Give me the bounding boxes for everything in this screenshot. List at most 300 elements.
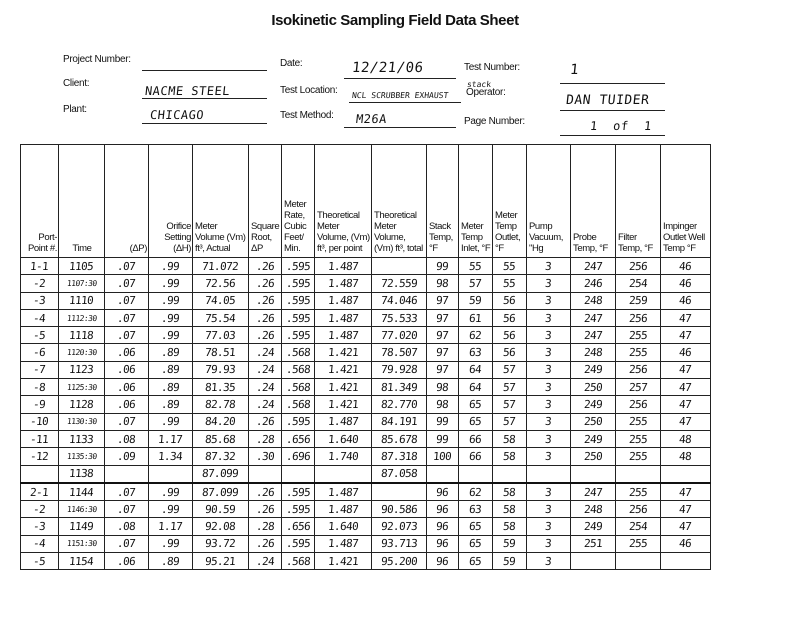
table-cell bbox=[459, 465, 493, 483]
cell-text: -9 bbox=[32, 398, 47, 412]
cell-text: .24 bbox=[255, 554, 275, 568]
table-cell bbox=[21, 327, 59, 344]
cell-text: .08 bbox=[116, 520, 137, 534]
cell-text: 1.487 bbox=[327, 537, 359, 551]
cell-text: 96 bbox=[435, 485, 450, 499]
table-cell bbox=[427, 344, 459, 361]
cell-text: .26 bbox=[255, 328, 275, 342]
table-cell bbox=[616, 275, 661, 292]
table-cell bbox=[571, 292, 616, 309]
table-cell bbox=[59, 309, 105, 326]
col-header: Filter Temp, °F bbox=[616, 145, 661, 258]
cell-text: 98 bbox=[435, 276, 450, 290]
cell-text: .89 bbox=[160, 380, 181, 394]
cell-text: -3 bbox=[32, 520, 47, 534]
table-cell bbox=[315, 448, 372, 465]
cell-text: 1123 bbox=[68, 363, 95, 377]
table-cell bbox=[459, 275, 493, 292]
table-cell bbox=[372, 292, 427, 309]
table-cell bbox=[527, 396, 571, 413]
col-header: Pump Vacuum, "Hg bbox=[527, 145, 571, 258]
table-cell bbox=[459, 413, 493, 430]
table-cell bbox=[21, 553, 59, 570]
table-cell bbox=[493, 258, 527, 275]
cell-text: -4 bbox=[32, 311, 47, 325]
table-cell bbox=[427, 483, 459, 501]
table-cell bbox=[616, 518, 661, 535]
table-cell bbox=[571, 483, 616, 501]
table-cell bbox=[315, 535, 372, 552]
table-cell bbox=[193, 309, 249, 326]
table-cell bbox=[59, 379, 105, 396]
table-row bbox=[21, 396, 711, 413]
table-cell bbox=[282, 483, 315, 501]
cell-text: 81.349 bbox=[380, 380, 418, 394]
cell-text: 1110 bbox=[68, 294, 95, 308]
cell-text: 46 bbox=[678, 537, 693, 551]
cell-text: 95.21 bbox=[204, 554, 237, 568]
cell-text: 1.17 bbox=[157, 520, 184, 534]
cell-text: 259 bbox=[628, 294, 648, 308]
date-value: 12/21/06 bbox=[351, 60, 425, 76]
table-cell bbox=[21, 292, 59, 309]
cell-text: 1133 bbox=[68, 432, 95, 446]
cell-text: -8 bbox=[32, 380, 47, 394]
cell-text: 1.421 bbox=[327, 363, 359, 377]
cell-text: 64 bbox=[468, 363, 483, 377]
cell-text: 57 bbox=[502, 398, 517, 412]
cell-text: 256 bbox=[628, 259, 648, 273]
table-cell bbox=[249, 465, 282, 483]
cell-text: .07 bbox=[116, 276, 137, 290]
cell-text: 57 bbox=[468, 276, 483, 290]
sheet-title: Isokinetic Sampling Field Data Sheet bbox=[271, 12, 519, 29]
table-cell bbox=[59, 292, 105, 309]
table-cell bbox=[616, 361, 661, 378]
cell-text: 249 bbox=[583, 363, 603, 377]
table-cell bbox=[249, 483, 282, 501]
table-cell bbox=[282, 501, 315, 518]
cell-text: .99 bbox=[160, 259, 181, 273]
cell-text: .26 bbox=[255, 294, 275, 308]
table-cell bbox=[616, 379, 661, 396]
table-cell bbox=[282, 553, 315, 570]
table-cell bbox=[493, 327, 527, 344]
cell-text: 99 bbox=[435, 259, 450, 273]
cell-text: 1151:30 bbox=[66, 539, 97, 549]
cell-text: 48 bbox=[678, 449, 693, 463]
table-cell bbox=[661, 275, 711, 292]
cell-text: 66 bbox=[468, 449, 483, 463]
table-cell bbox=[315, 275, 372, 292]
cell-text: 1138 bbox=[68, 467, 95, 481]
table-cell bbox=[661, 361, 711, 378]
cell-text: 2-1 bbox=[29, 485, 50, 499]
table-cell bbox=[59, 448, 105, 465]
cell-text: 1154 bbox=[68, 554, 95, 568]
table-cell bbox=[149, 309, 193, 326]
cell-text: 98 bbox=[435, 380, 450, 394]
table-cell bbox=[59, 344, 105, 361]
cell-text: 247 bbox=[583, 259, 603, 273]
table-cell bbox=[459, 483, 493, 501]
cell-text: 87.318 bbox=[380, 449, 418, 463]
cell-text: .568 bbox=[285, 363, 311, 377]
cell-text: 3 bbox=[544, 398, 553, 412]
table-cell bbox=[459, 430, 493, 447]
cell-text: 1.487 bbox=[327, 311, 359, 325]
cell-text: 47 bbox=[678, 311, 693, 325]
table-cell bbox=[372, 413, 427, 430]
cell-text: 255 bbox=[628, 415, 648, 429]
table-cell bbox=[282, 430, 315, 447]
table-cell bbox=[571, 344, 616, 361]
cell-text: 1.640 bbox=[327, 432, 359, 446]
table-cell bbox=[616, 413, 661, 430]
table-cell bbox=[493, 518, 527, 535]
cell-text: 47 bbox=[678, 328, 693, 342]
table-cell bbox=[249, 535, 282, 552]
table-cell bbox=[527, 501, 571, 518]
table-cell bbox=[372, 518, 427, 535]
table-cell bbox=[249, 327, 282, 344]
table-cell bbox=[493, 379, 527, 396]
plant-label: Plant: bbox=[63, 104, 87, 115]
cell-text: 58 bbox=[502, 502, 517, 516]
table-cell bbox=[105, 396, 149, 413]
table-cell bbox=[571, 501, 616, 518]
table-cell bbox=[372, 483, 427, 501]
cell-text: 1118 bbox=[68, 328, 95, 342]
cell-text: .28 bbox=[255, 432, 275, 446]
cell-text: .08 bbox=[116, 432, 137, 446]
table-cell bbox=[105, 535, 149, 552]
table-cell bbox=[661, 448, 711, 465]
table-cell bbox=[527, 465, 571, 483]
cell-text: -6 bbox=[32, 346, 47, 360]
cell-text: 77.03 bbox=[204, 328, 237, 342]
cell-text: 58 bbox=[502, 485, 517, 499]
cell-text: .07 bbox=[116, 294, 137, 308]
cell-text: -11 bbox=[29, 432, 50, 446]
cell-text: .99 bbox=[160, 294, 181, 308]
cell-text: 77.020 bbox=[380, 328, 418, 342]
table-cell bbox=[571, 535, 616, 552]
table-cell bbox=[661, 327, 711, 344]
table-cell bbox=[427, 292, 459, 309]
table-cell bbox=[372, 275, 427, 292]
cell-text: -7 bbox=[32, 363, 47, 377]
table-cell bbox=[282, 465, 315, 483]
table-cell bbox=[249, 413, 282, 430]
cell-text: 256 bbox=[628, 502, 648, 516]
cell-text: -4 bbox=[32, 537, 47, 551]
table-cell bbox=[571, 465, 616, 483]
table-cell bbox=[149, 327, 193, 344]
cell-text: 58 bbox=[502, 449, 517, 463]
client-value: NACME STEEL bbox=[144, 84, 231, 98]
cell-text: .656 bbox=[285, 520, 311, 534]
cell-text: .24 bbox=[255, 346, 275, 360]
cell-text: 65 bbox=[468, 537, 483, 551]
table-cell bbox=[21, 396, 59, 413]
table-cell bbox=[315, 501, 372, 518]
cell-text: 1144 bbox=[68, 485, 95, 499]
table-cell bbox=[527, 535, 571, 552]
table-cell bbox=[661, 535, 711, 552]
table-cell bbox=[661, 379, 711, 396]
cell-text: 84.191 bbox=[380, 415, 418, 429]
table-cell bbox=[59, 361, 105, 378]
date-line bbox=[344, 78, 456, 79]
table-cell bbox=[527, 483, 571, 501]
cell-text: 65 bbox=[468, 554, 483, 568]
table-cell bbox=[372, 309, 427, 326]
table-cell bbox=[459, 327, 493, 344]
table-cell bbox=[661, 413, 711, 430]
page-number-value: 1 of 1 bbox=[589, 119, 653, 133]
table-cell bbox=[282, 396, 315, 413]
table-cell bbox=[149, 379, 193, 396]
cell-text: 47 bbox=[678, 363, 693, 377]
table-cell bbox=[149, 396, 193, 413]
cell-text: .07 bbox=[116, 328, 137, 342]
table-cell bbox=[59, 327, 105, 344]
cell-text: 47 bbox=[678, 485, 693, 499]
table-cell bbox=[282, 413, 315, 430]
test-location-label: Test Location: bbox=[280, 85, 338, 96]
table-cell bbox=[616, 553, 661, 570]
cell-text: 256 bbox=[628, 363, 648, 377]
table-cell bbox=[149, 501, 193, 518]
table-cell bbox=[527, 518, 571, 535]
project-number-label: Project Number: bbox=[63, 54, 131, 65]
test-number-value: 1 bbox=[569, 62, 580, 78]
test-number-label: Test Number: bbox=[464, 62, 520, 73]
table-cell bbox=[249, 361, 282, 378]
cell-text: 248 bbox=[583, 346, 603, 360]
table-cell bbox=[493, 361, 527, 378]
cell-text: 255 bbox=[628, 432, 648, 446]
table-cell bbox=[315, 430, 372, 447]
table-cell bbox=[493, 448, 527, 465]
cell-text: 58 bbox=[502, 432, 517, 446]
table-cell bbox=[571, 309, 616, 326]
table-cell bbox=[282, 379, 315, 396]
cell-text: 3 bbox=[544, 259, 553, 273]
cell-text: 72.56 bbox=[204, 276, 237, 290]
cell-text: 96 bbox=[435, 537, 450, 551]
table-cell bbox=[427, 309, 459, 326]
cell-text: -10 bbox=[29, 415, 50, 429]
table-cell bbox=[661, 483, 711, 501]
col-header: Stack Temp, °F bbox=[427, 145, 459, 258]
cell-text: 74.046 bbox=[380, 294, 418, 308]
cell-text: 3 bbox=[544, 537, 553, 551]
table-cell bbox=[372, 379, 427, 396]
table-row bbox=[21, 309, 711, 326]
table-cell bbox=[571, 518, 616, 535]
cell-text: 1107:30 bbox=[66, 278, 97, 288]
cell-text: 1-1 bbox=[29, 259, 50, 273]
table-cell bbox=[493, 553, 527, 570]
table-header-row bbox=[21, 145, 711, 258]
cell-text: 85.68 bbox=[204, 432, 237, 446]
cell-text: .595 bbox=[285, 537, 311, 551]
table-cell bbox=[249, 518, 282, 535]
cell-text: 46 bbox=[678, 259, 693, 273]
table-cell bbox=[493, 430, 527, 447]
cell-text: 93.713 bbox=[380, 537, 418, 551]
table-cell bbox=[193, 465, 249, 483]
cell-text: 48 bbox=[678, 432, 693, 446]
cell-text: .595 bbox=[285, 311, 311, 325]
table-cell bbox=[427, 518, 459, 535]
cell-text: 46 bbox=[678, 276, 693, 290]
cell-text: 247 bbox=[583, 485, 603, 499]
table-cell bbox=[249, 396, 282, 413]
cell-text: 56 bbox=[502, 311, 517, 325]
table-cell bbox=[105, 483, 149, 501]
table-cell bbox=[315, 483, 372, 501]
table-cell bbox=[193, 501, 249, 518]
cell-text: 79.928 bbox=[380, 363, 418, 377]
table-cell bbox=[193, 292, 249, 309]
cell-text: .89 bbox=[160, 398, 181, 412]
cell-text: 250 bbox=[583, 449, 603, 463]
cell-text: 46 bbox=[678, 294, 693, 308]
table-cell bbox=[249, 344, 282, 361]
cell-text: 61 bbox=[468, 311, 483, 325]
table-cell bbox=[315, 553, 372, 570]
cell-text: 255 bbox=[628, 537, 648, 551]
cell-text: 79.93 bbox=[204, 363, 237, 377]
table-cell bbox=[527, 430, 571, 447]
cell-text: 1.17 bbox=[157, 432, 184, 446]
cell-text: 1135:30 bbox=[66, 451, 97, 461]
table-cell bbox=[59, 483, 105, 501]
table-cell bbox=[149, 518, 193, 535]
cell-text: 248 bbox=[583, 502, 603, 516]
table-cell bbox=[616, 448, 661, 465]
table-cell bbox=[616, 535, 661, 552]
cell-text: 78.507 bbox=[380, 346, 418, 360]
cell-text: 81.35 bbox=[204, 380, 237, 394]
table-cell bbox=[282, 518, 315, 535]
table-cell bbox=[372, 430, 427, 447]
table-cell bbox=[427, 430, 459, 447]
page-number-line bbox=[560, 135, 665, 136]
table-cell bbox=[149, 430, 193, 447]
table-cell bbox=[21, 344, 59, 361]
cell-text: .06 bbox=[116, 554, 137, 568]
test-method-value: M26A bbox=[355, 112, 388, 126]
table-cell bbox=[21, 501, 59, 518]
cell-text: .30 bbox=[255, 449, 275, 463]
cell-text: .06 bbox=[116, 346, 137, 360]
table-cell bbox=[105, 344, 149, 361]
cell-text: 3 bbox=[544, 311, 553, 325]
cell-text: 93.72 bbox=[204, 537, 237, 551]
plant-line bbox=[142, 123, 267, 124]
table-cell bbox=[105, 501, 149, 518]
table-row bbox=[21, 379, 711, 396]
cell-text: .595 bbox=[285, 294, 311, 308]
cell-text: 63 bbox=[468, 346, 483, 360]
cell-text: 59 bbox=[502, 554, 517, 568]
table-cell bbox=[527, 361, 571, 378]
cell-text: 92.08 bbox=[204, 520, 237, 534]
table-cell bbox=[427, 275, 459, 292]
cell-text: 1.421 bbox=[327, 554, 359, 568]
cell-text: .595 bbox=[285, 485, 311, 499]
page-number-label: Page Number: bbox=[464, 116, 525, 127]
table-cell bbox=[427, 413, 459, 430]
cell-text: .89 bbox=[160, 554, 181, 568]
table-cell bbox=[571, 553, 616, 570]
cell-text: .595 bbox=[285, 276, 311, 290]
cell-text: .99 bbox=[160, 537, 181, 551]
table-cell bbox=[59, 396, 105, 413]
table-cell bbox=[193, 396, 249, 413]
table-cell bbox=[661, 501, 711, 518]
table-cell bbox=[459, 553, 493, 570]
table-cell bbox=[282, 361, 315, 378]
table-cell bbox=[427, 448, 459, 465]
cell-text: 1.421 bbox=[327, 398, 359, 412]
table-cell bbox=[427, 361, 459, 378]
cell-text: 3 bbox=[544, 502, 553, 516]
table-cell bbox=[661, 553, 711, 570]
table-cell bbox=[21, 361, 59, 378]
table-cell bbox=[616, 258, 661, 275]
cell-text: 75.54 bbox=[204, 311, 237, 325]
table-cell bbox=[571, 258, 616, 275]
cell-text: .06 bbox=[116, 363, 137, 377]
table-cell bbox=[21, 309, 59, 326]
col-header: Impinger Outlet Well Temp °F bbox=[661, 145, 711, 258]
cell-text: 1.487 bbox=[327, 485, 359, 499]
table-cell bbox=[59, 501, 105, 518]
table-cell bbox=[149, 292, 193, 309]
cell-text: 98 bbox=[435, 398, 450, 412]
table-cell bbox=[372, 448, 427, 465]
cell-text: .26 bbox=[255, 485, 275, 499]
table-cell bbox=[193, 344, 249, 361]
table-cell bbox=[105, 518, 149, 535]
table-row bbox=[21, 275, 711, 292]
cell-text: 1.640 bbox=[327, 520, 359, 534]
cell-text: .26 bbox=[255, 259, 275, 273]
table-cell bbox=[427, 465, 459, 483]
cell-text: .06 bbox=[116, 380, 137, 394]
col-header: Meter Temp Outlet, °F bbox=[493, 145, 527, 258]
table-cell bbox=[59, 275, 105, 292]
cell-text: 3 bbox=[544, 276, 553, 290]
cell-text: 47 bbox=[678, 520, 693, 534]
cell-text: .595 bbox=[285, 415, 311, 429]
table-cell bbox=[493, 413, 527, 430]
table-cell bbox=[427, 379, 459, 396]
table-cell bbox=[105, 327, 149, 344]
cell-text: .26 bbox=[255, 537, 275, 551]
test-location-line bbox=[349, 102, 461, 103]
table-cell bbox=[459, 361, 493, 378]
table-cell bbox=[249, 553, 282, 570]
cell-text: 47 bbox=[678, 380, 693, 394]
cell-text: 55 bbox=[468, 259, 483, 273]
table-cell bbox=[315, 465, 372, 483]
